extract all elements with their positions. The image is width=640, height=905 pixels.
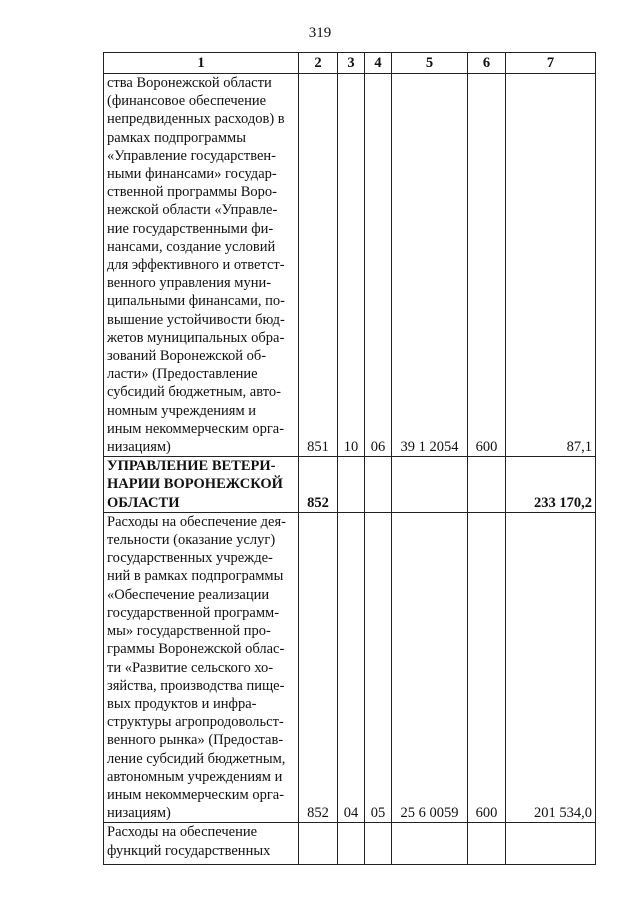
cell-col6 — [468, 823, 506, 865]
row-description — [104, 74, 299, 457]
row-description — [104, 457, 299, 513]
description-line: вых продуктов и инфра- — [107, 695, 257, 712]
cell-col2 — [299, 823, 338, 865]
cell-col2: 851 — [299, 74, 338, 457]
description-line: ства Воронежской области — [107, 75, 272, 91]
description-line: непредвиденных расходов) в — [107, 111, 285, 128]
cell-col3: 10 — [338, 74, 365, 457]
description-line: зований Воронежской об- — [107, 348, 267, 365]
budget-table — [103, 52, 596, 865]
cell-col4 — [365, 823, 392, 865]
description-line: государственной программ- — [107, 604, 280, 621]
description-line: «Управление государствен- — [107, 147, 276, 164]
cell-col4: 05 — [365, 512, 392, 822]
description-line: ласти» (Предоставление — [107, 366, 258, 383]
description-line: Расходы на обеспечение — [107, 824, 258, 841]
description-line: для эффективного и ответст- — [107, 257, 285, 274]
column-header-7: 7 — [506, 53, 596, 74]
row-description — [104, 512, 299, 822]
description-line: ОБЛАСТИ — [107, 494, 180, 511]
cell-col4: 06 — [365, 74, 392, 457]
description-line: УПРАВЛЕНИЕ ВЕТЕРИ- — [107, 458, 276, 475]
description-line: ственной программы Воро- — [107, 184, 277, 201]
description-line: ление субсидий бюджетным, — [107, 750, 286, 767]
cell-col2: 852 — [299, 457, 338, 513]
cell-col7: 233 170,2 — [506, 457, 596, 513]
description-line: жетов муниципальных обра- — [107, 329, 285, 346]
cell-col6 — [468, 457, 506, 513]
description-line: вышение устойчивости бюд- — [107, 311, 285, 328]
description-line: венного рынка» (Предостав- — [107, 732, 284, 749]
cell-col2: 852 — [299, 512, 338, 822]
column-header-5: 5 — [392, 53, 468, 74]
description-line: государственных учрежде- — [107, 550, 273, 567]
cell-col5 — [392, 823, 468, 865]
column-header-4: 4 — [365, 53, 392, 74]
description-lines — [107, 457, 295, 512]
column-header-6: 6 — [468, 53, 506, 74]
table-row-section — [104, 457, 596, 513]
description-line: субсидий бюджетным, авто- — [107, 384, 281, 401]
description-line: функций государственных — [107, 842, 271, 859]
description-lines — [107, 74, 295, 456]
description-line: тельности (оказание услуг) — [107, 532, 276, 549]
page-number: 319 — [308, 25, 332, 41]
description-line: иным некоммерческим орга- — [107, 420, 285, 437]
cell-col5: 25 6 0059 — [392, 512, 468, 822]
cell-col5: 39 1 2054 — [392, 74, 468, 457]
description-line: структуры агропродовольст- — [107, 714, 284, 731]
header-row — [104, 53, 596, 74]
table-row — [104, 823, 596, 865]
description-line: «Обеспечение реализации — [107, 586, 270, 603]
cell-col7: 87,1 — [506, 74, 596, 457]
description-line: ний в рамках подпрограммы — [107, 568, 284, 585]
description-line: рамках подпрограммы — [107, 129, 246, 146]
description-line: (финансовое обеспечение — [107, 93, 267, 110]
description-line: зяйства, производства пище- — [107, 677, 285, 694]
description-lines — [107, 513, 295, 822]
cell-col6: 600 — [468, 512, 506, 822]
description-line: низациям) — [107, 805, 171, 822]
description-line: ние государственными фи- — [107, 220, 274, 237]
description-line: венного управления муни- — [107, 275, 272, 292]
cell-col3 — [338, 823, 365, 865]
description-line: мы» государственной про- — [107, 623, 271, 640]
table-row — [104, 512, 596, 822]
description-line: номным учреждениям и — [107, 402, 257, 419]
cell-col7 — [506, 823, 596, 865]
description-line: автономным учреждениям и — [107, 768, 283, 785]
row-description — [104, 823, 299, 865]
description-line: ципальными финансами, по- — [107, 293, 285, 310]
description-line: нежской области «Управле- — [107, 202, 278, 219]
description-line: ными финансами» государ- — [107, 166, 277, 183]
cell-col4 — [365, 457, 392, 513]
cell-col3: 04 — [338, 512, 365, 822]
description-line: граммы Воронежской облас- — [107, 641, 285, 658]
table-row — [104, 74, 596, 457]
cell-col3 — [338, 457, 365, 513]
description-line: иным некоммерческим орга- — [107, 786, 285, 803]
cell-col5 — [392, 457, 468, 513]
description-line: низациям) — [107, 439, 171, 456]
column-header-1: 1 — [104, 53, 299, 74]
description-line: ти «Развитие сельского хо- — [107, 659, 274, 676]
cell-col6: 600 — [468, 74, 506, 457]
description-lines — [107, 823, 295, 859]
cell-col7: 201 534,0 — [506, 512, 596, 822]
column-header-2: 2 — [299, 53, 338, 74]
description-line: НАРИИ ВОРОНЕЖСКОЙ — [107, 476, 283, 493]
description-line: Расходы на обеспечение дея- — [107, 513, 286, 530]
description-line: нансами, создание условий — [107, 238, 276, 255]
column-header-3: 3 — [338, 53, 365, 74]
